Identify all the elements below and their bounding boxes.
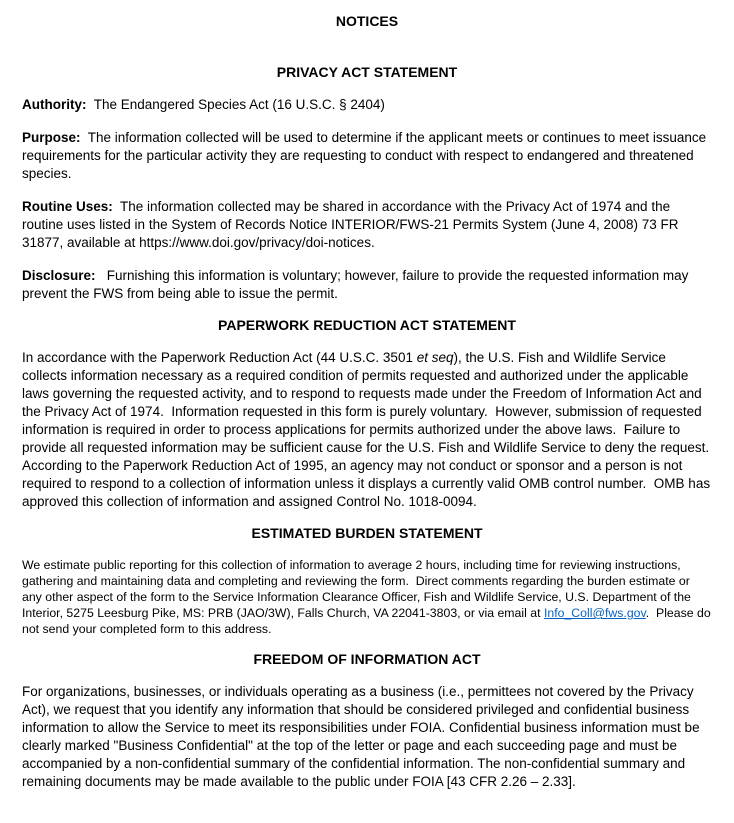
paragraph-text: In accordance with the Paperwork Reduction Act (44 U.S.C. 3501 xyxy=(22,350,417,365)
paragraph xyxy=(22,349,716,511)
paragraph-label: Purpose: xyxy=(22,130,81,145)
paragraph-label: Disclosure: xyxy=(22,268,96,283)
paragraph-text: . Please do not send your completed form to this address. xyxy=(22,606,715,636)
notice-section xyxy=(22,650,712,791)
paragraph xyxy=(22,557,715,637)
paragraph-text: The information collected will be used to determine if the applicant meets or continues to meet issuance requirements for the particular activity they are requesting to conduct with respect to endangered and threatened species. xyxy=(22,130,710,181)
paragraph xyxy=(22,198,712,252)
section-heading: PAPERWORK REDUCTION ACT STATEMENT xyxy=(218,317,516,333)
section-heading: PRIVACY ACT STATEMENT xyxy=(276,64,458,80)
paragraph-text: et seq xyxy=(416,350,454,365)
paragraph-text: The information collected may be shared in accordance with the Privacy Act of 1974 and the routine uses listed in the System of Records Notice INTERIOR/FWS-21 Permits System (June 4, 2008) 73 FR 31877, available at https://www.doi.gov/privacy/doi-notices. xyxy=(22,199,683,250)
paragraph xyxy=(22,267,712,303)
notice-section xyxy=(22,524,715,637)
paragraph-label: Authority: xyxy=(22,97,87,112)
paragraph xyxy=(22,683,712,791)
email-link[interactable]: Info_Coll@fws.gov xyxy=(543,606,646,620)
page-title: NOTICES xyxy=(335,13,399,29)
paragraph-text: We estimate public reporting for this collection of information to average 2 hours, including time for reviewing instructions, gathering and maintaining data and completing and reviewing the form. Direct comments regarding the burden estimate or any other aspect of the form to the Service Information Clearance Officer, Fish and Wildlife Service, U.S. Department of the Interior, 5275 Leesburg Pike, MS: PRB (JAO/3W), Falls Church, VA 22041-3803, or via email at xyxy=(22,558,695,620)
paragraph-label: Routine Uses: xyxy=(22,199,113,214)
paragraph xyxy=(22,96,712,114)
section-heading: ESTIMATED BURDEN STATEMENT xyxy=(251,525,483,541)
paragraph-text: Furnishing this information is voluntary; however, failure to provide the requested information may prevent the FWS from being able to issue the permit. xyxy=(22,268,693,301)
sections-container xyxy=(22,63,716,791)
notice-section xyxy=(22,316,716,511)
paragraph-text: The Endangered Species Act (16 U.S.C. § 2404) xyxy=(86,97,385,112)
section-heading: FREEDOM OF INFORMATION ACT xyxy=(253,651,481,667)
notice-section xyxy=(22,63,712,303)
paragraph xyxy=(22,129,712,183)
paragraph-text: ), the U.S. Fish and Wildlife Service collects information necessary as a required condition of permits requested and authorized under the applicable laws governing the requested activity, and to respond to requests made under the Freedom of Information Act and the Privacy Act of 1974. Information requested in this form is purely voluntary. However, submission of requested information is required in order to process applications for permits authorized under the above laws. Failure to provide all requested information may be sufficient cause for the U.S. Fish and Wildlife Service to deny the request. According to the Paperwork Reduction Act of 1995, an agency may not conduct or sponsor and a person is not required to respond to a collection of information unless it displays a currently valid OMB control number. OMB has approved this collection of information and assigned Control No. 1018-0094. xyxy=(22,350,716,509)
paragraph-text: For organizations, businesses, or individuals operating as a business (i.e., permittees not covered by the Privacy Act), we request that you identify any information that should be considered privileged and confidential business information to allow the Service to meet its responsibilities under FOIA. Confidential business information must be clearly marked "Business Confidential" at the top of the letter or page and each succeeding page and must be accompanied by a non-confidential summary of the confidential information. The non-confidential summary and remaining documents may be made available to the public under FOIA [43 CFR 2.26 – 2.33]. xyxy=(22,684,704,789)
